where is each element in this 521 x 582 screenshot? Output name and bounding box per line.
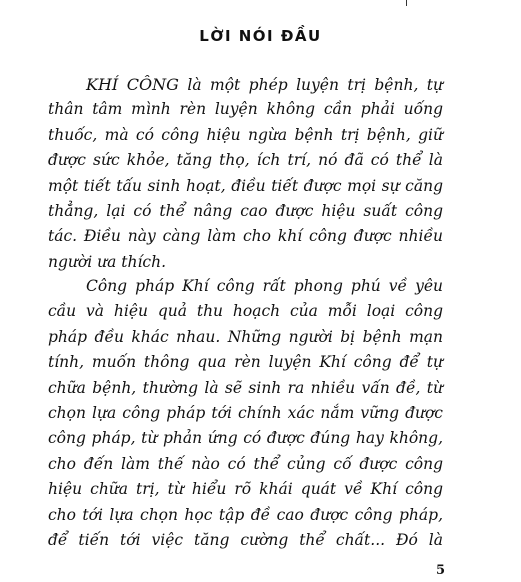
page-title: LỜI NÓI ĐẦU: [199, 27, 322, 45]
paragraph-1: [48, 72, 443, 275]
paragraph-line: Công pháp Khí công rất phong phú về yêu: [86, 277, 443, 295]
paragraph-line: người ưa thích.: [48, 252, 167, 271]
paragraph-line: tính, muốn thông qua rèn luyện Khí công để tự: [48, 353, 443, 372]
paragraph-2: [48, 274, 443, 553]
paragraph-line: thân tâm mình rèn luyện không cần phải uống: [48, 100, 443, 119]
print-mark: [406, 0, 407, 6]
paragraph-line: chữa bệnh, thường là sẽ sinh ra nhiều vấn đề, từ: [48, 378, 443, 397]
page-number: 5: [436, 563, 446, 578]
paragraph-line: được sức khỏe, tăng thọ, ích trí, nó đã có thể là: [48, 151, 443, 170]
paragraph-line: chọn lựa công pháp tới chính xác nắm vững được: [48, 403, 443, 422]
paragraph-line: thẳng, lại có thể nâng cao được hiệu suất công: [48, 201, 443, 220]
paragraph-line: cho tới lựa chọn học tập đề cao được công pháp,: [48, 505, 443, 524]
paragraph-line: để tiến tới việc tăng cường thể chất... Đó là: [48, 530, 443, 549]
paragraph-line: cho đến làm thế nào có thể củng cố được công: [48, 454, 443, 473]
line-text: là một phép luyện trị bệnh, tự: [178, 76, 444, 94]
paragraph-line: một tiết tấu sinh hoạt, điều tiết được mọi sự căng: [48, 176, 443, 195]
lead-phrase: KHÍ CÔNG: [86, 75, 179, 94]
paragraph-line: tác. Điều này càng làm cho khí công được nhiều: [48, 227, 443, 246]
paragraph-line: công pháp, từ phản ứng có được đúng hay không,: [48, 429, 443, 448]
paragraph-line: thuốc, mà có công hiệu ngừa bệnh trị bệnh, giữ: [48, 125, 443, 144]
paragraph-line: pháp đều khác nhau. Những người bị bệnh mạn: [48, 327, 443, 346]
paragraph-line: hiệu chữa trị, từ hiểu rõ khái quát về Khí công: [48, 480, 443, 499]
paragraph-line: [48, 72, 443, 97]
paragraph-line: cầu và hiệu quả thu hoạch của mỗi loại công: [48, 302, 443, 321]
